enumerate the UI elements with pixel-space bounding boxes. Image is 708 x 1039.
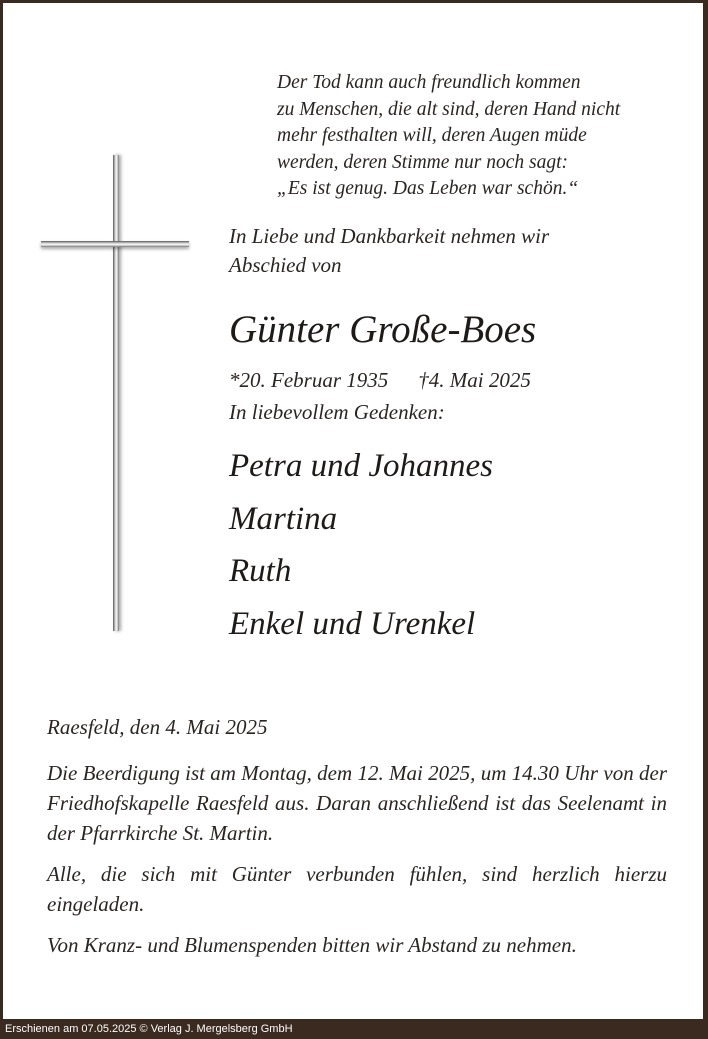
mourner-name: Martina bbox=[229, 500, 338, 537]
mourner-name: Enkel und Urenkel bbox=[229, 605, 476, 642]
memory-label: In liebevollem Gedenken: bbox=[229, 400, 445, 424]
mourner-name: Ruth bbox=[229, 553, 292, 589]
cross-icon bbox=[39, 155, 193, 635]
flowers-note: Von Kranz- und Blumenspenden bitten wir Abstand zu nehmen. bbox=[47, 933, 577, 957]
funeral-details: Die Beerdigung ist am Montag, dem 12. Mai 2025, um 14.30 Uhr von der Friedhofskapelle Raesfeld aus. Daran anschließend ist das Seelenamt in der Pfarrkirche St. Martin. bbox=[47, 761, 667, 845]
cross-horizontal-beam bbox=[41, 241, 189, 247]
birth-date: *20. Februar 1935 bbox=[229, 368, 389, 392]
poem bbox=[277, 70, 620, 203]
mourner-name: Petra und Johannes bbox=[229, 448, 493, 484]
intro-line: Abschied von bbox=[229, 253, 342, 277]
deceased-name: Günter Große-Boes bbox=[229, 308, 537, 351]
poem-line: mehr festhalten will, deren Augen müde bbox=[277, 125, 587, 146]
poem-line: „Es ist genug. Das Leben war schön.“ bbox=[277, 178, 579, 199]
intro-line: In Liebe und Dankbarkeit nehmen wir bbox=[229, 224, 550, 248]
poem-line: werden, deren Stimme nur noch sagt: bbox=[277, 151, 569, 173]
obituary-page bbox=[3, 3, 703, 1019]
life-dates bbox=[229, 365, 531, 395]
place-date: Raesfeld, den 4. Mai 2025 bbox=[47, 715, 268, 739]
publisher-footer: Erschienen am 07.05.2025 © Verlag J. Mergelsberg GmbH bbox=[0, 1019, 708, 1039]
poem-line: zu Menschen, die alt sind, deren Hand nicht bbox=[277, 98, 621, 120]
mourners-list bbox=[229, 440, 493, 650]
invitation-text: Alle, die sich mit Günter verbunden fühlen, sind herzlich hierzu eingeladen. bbox=[47, 862, 667, 916]
intro-text bbox=[229, 222, 549, 280]
poem-line: Der Tod kann auch freundlich kommen bbox=[277, 72, 581, 93]
death-date: †4. Mai 2025 bbox=[418, 368, 531, 392]
funeral-info bbox=[47, 712, 667, 971]
cross-vertical-beam bbox=[113, 155, 119, 631]
